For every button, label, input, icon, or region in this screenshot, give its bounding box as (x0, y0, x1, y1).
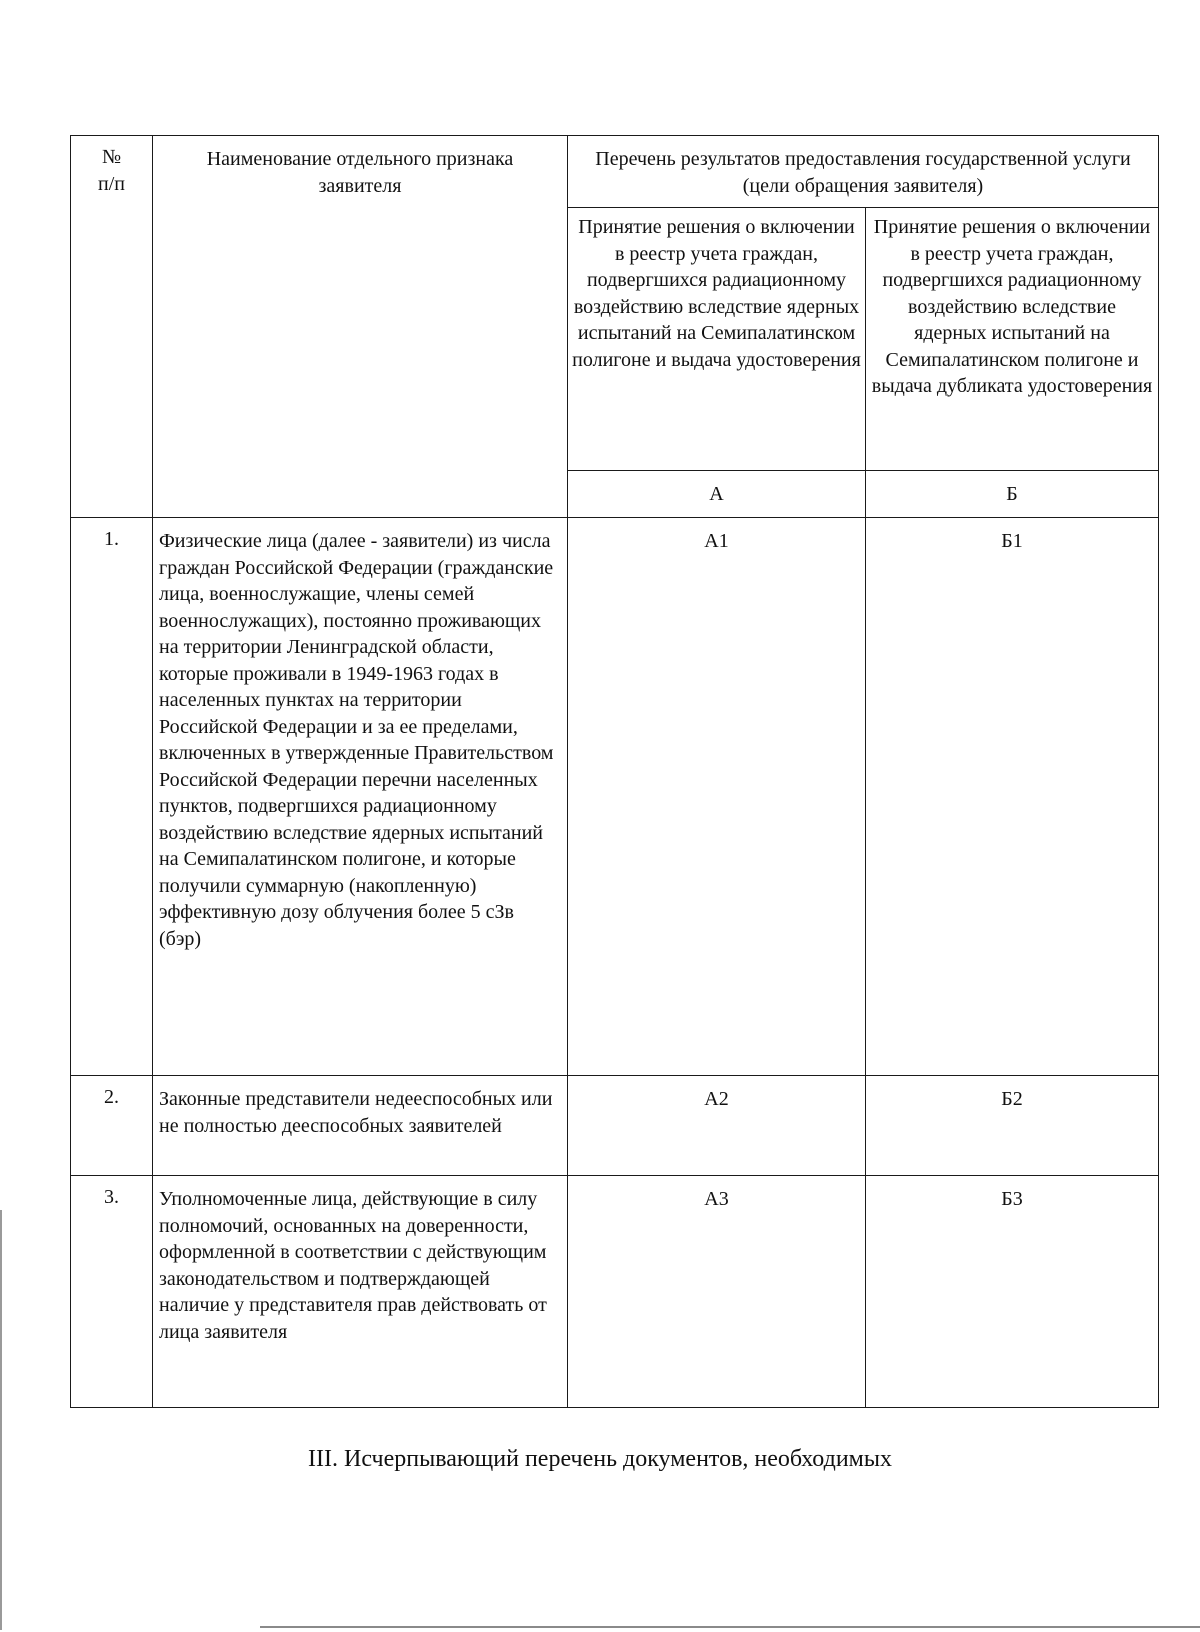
header-result-a: Принятие решения о включении в реестр учета граждан, подвергшихся радиационному воздействию вследствие ядерных испытаний на Семипалатинском полигоне и выдача удостоверения (568, 208, 866, 471)
table-row (71, 1176, 1159, 1408)
scan-bottom-edge (260, 1626, 1200, 1628)
table-row (71, 518, 1159, 1076)
applicant-results-table (70, 135, 1159, 1408)
row-applicant-feature: Уполномоченные лица, действующие в силу полномочий, основанных на доверенности, оформленной в соответствии с действующим законодательством и подтверждающей наличие у представителя прав действовать от лица заявителя (153, 1176, 568, 1408)
row-number: 1. (71, 518, 153, 1076)
header-code-a: А (568, 471, 866, 518)
row-code-a: А2 (568, 1076, 866, 1176)
table-header-row (71, 136, 1159, 208)
row-number: 3. (71, 1176, 153, 1408)
scan-edge-mark (0, 1210, 2, 1630)
row-code-b: Б2 (866, 1076, 1159, 1176)
header-result-b: Принятие решения о включении в реестр учета граждан, подвергшихся радиационному воздействию вследствие ядерных испытаний на Семипалатинском полигоне и выдача дубликата удостоверения (866, 208, 1159, 471)
row-code-a: А1 (568, 518, 866, 1076)
section-heading: III. Исчерпывающий перечень документов, необходимых (308, 1446, 892, 1472)
header-code-b: Б (866, 471, 1159, 518)
table-row (71, 1076, 1159, 1176)
row-number: 2. (71, 1076, 153, 1176)
row-code-b: Б1 (866, 518, 1159, 1076)
header-applicant-feature: Наименование отдельного признака заявителя (153, 136, 568, 518)
row-applicant-feature: Физические лица (далее - заявители) из числа граждан Российской Федерации (гражданские лица, военнослужащие, члены семей военнослужащих), постоянно проживающих на территории Ленинградской области, которые проживали в 1949-1963 годах в населенных пунктах на территории Российской Федерации и за ее пределами, включенных в утвержденные Правительством Российской Федерации перечни населенных пунктов, подвергшихся радиационному воздействию вследствие ядерных испытаний на Семипалатинском полигоне, и которые получили суммарную (накопленную) эффективную дозу облучения более 5 сЗв (бэр) (153, 518, 568, 1076)
row-code-b: Б3 (866, 1176, 1159, 1408)
row-code-a: А3 (568, 1176, 866, 1408)
row-applicant-feature: Законные представители недееспособных или не полностью дееспособных заявителей (153, 1076, 568, 1176)
header-results-list: Перечень результатов предоставления государственной услуги (цели обращения заявителя) (568, 136, 1159, 208)
header-number: № п/п (71, 136, 153, 518)
